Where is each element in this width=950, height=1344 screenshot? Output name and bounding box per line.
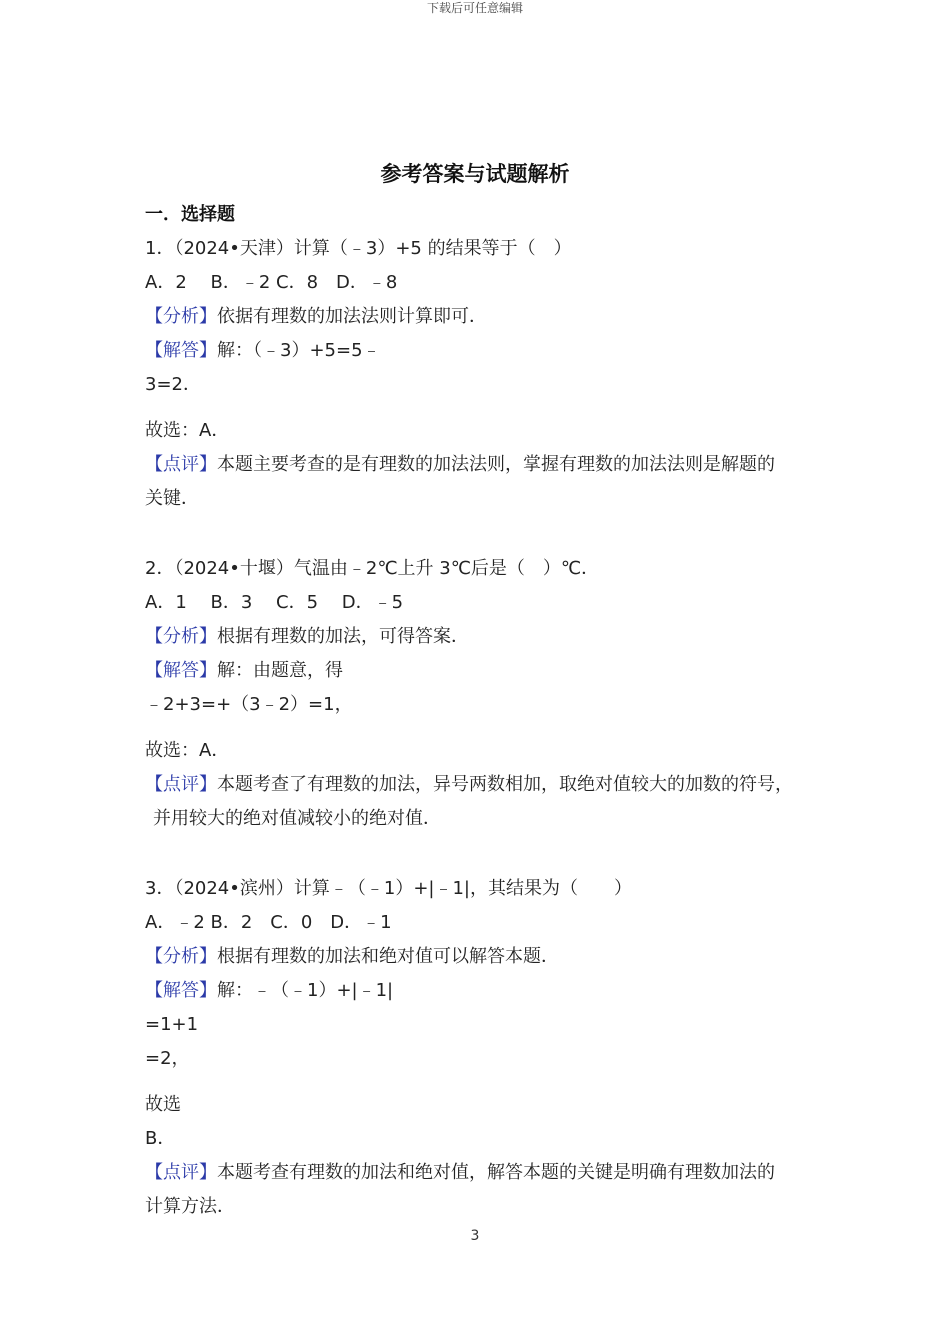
comment-line	[145, 1156, 835, 1190]
document-body	[145, 198, 835, 1224]
solution-tag: 【解答】	[145, 340, 217, 361]
comment-continuation: 并用较大的绝对值减较小的绝对值．	[153, 808, 441, 829]
answer-line: 故选：A．	[145, 740, 230, 761]
answer-line: B．	[145, 1128, 176, 1149]
solution-step: =1+1	[145, 1014, 199, 1035]
analysis-text: 依据有理数的加法法则计算即可．	[217, 306, 487, 327]
page-number: 3	[470, 1228, 480, 1244]
question-1	[145, 232, 835, 516]
header-note: 下载后可任意编辑	[426, 1, 523, 15]
solution-step: 3=2．	[145, 374, 201, 395]
analysis-text: 根据有理数的加法，可得答案．	[217, 626, 469, 647]
comment-text: 本题考查了有理数的加法，异号两数相加，取绝对值较大的加数的符号，	[217, 774, 793, 795]
question-3	[145, 872, 835, 1224]
question-options: A．﹣2 B．2 C．0 D．﹣1	[145, 912, 392, 933]
solution-text: 解：由题意，得	[217, 660, 343, 681]
analysis-tag: 【分析】	[145, 626, 217, 647]
analysis-text: 根据有理数的加法和绝对值可以解答本题．	[217, 946, 559, 967]
solution-tag: 【解答】	[145, 980, 217, 1001]
comment-line	[145, 448, 835, 482]
solution-text: 解：﹣（﹣1）+|﹣1|	[217, 980, 394, 1001]
analysis-line	[145, 620, 835, 654]
comment-line	[145, 768, 835, 802]
analysis-line	[145, 940, 835, 974]
analysis-tag: 【分析】	[145, 306, 217, 327]
solution-tag: 【解答】	[145, 660, 217, 681]
question-stem: 3．（2024•滨州）计算﹣（﹣1）+|﹣1|，其结果为（ ）	[145, 878, 632, 899]
page-title: 参考答案与试题解析	[380, 162, 570, 186]
comment-tag: 【点评】	[145, 1162, 217, 1183]
comment-tag: 【点评】	[145, 454, 217, 475]
analysis-tag: 【分析】	[145, 946, 217, 967]
question-stem: 1．（2024•天津）计算（﹣3）+5 的结果等于（ ）	[145, 238, 572, 259]
comment-text: 本题主要考查的是有理数的加法法则，掌握有理数的加法法则是解题的	[217, 454, 775, 475]
solution-step: =2，	[145, 1048, 190, 1069]
solution-line	[145, 974, 835, 1008]
solution-text: 解：（﹣3）+5=5﹣	[217, 340, 381, 361]
comment-tag: 【点评】	[145, 774, 217, 795]
question-options: A．1 B．3 C．5 D．﹣5	[145, 592, 404, 613]
analysis-line	[145, 300, 835, 334]
section-heading: 一．选择题	[145, 204, 235, 225]
solution-line	[145, 654, 835, 688]
comment-continuation: 关键．	[145, 488, 199, 509]
comment-text: 本题考查有理数的加法和绝对值，解答本题的关键是明确有理数加法的	[217, 1162, 775, 1183]
answer-line: 故选	[145, 1094, 181, 1115]
solution-step: ﹣2+3=+（3﹣2）=1，	[145, 694, 353, 715]
question-2	[145, 552, 835, 836]
question-options: A．2 B．﹣2 C．8 D．﹣8	[145, 272, 398, 293]
solution-line	[145, 334, 835, 368]
question-stem: 2．（2024•十堰）气温由﹣2℃上升 3℃后是（ ）℃．	[145, 558, 600, 579]
answer-line: 故选：A．	[145, 420, 230, 441]
comment-continuation: 计算方法．	[145, 1196, 235, 1217]
